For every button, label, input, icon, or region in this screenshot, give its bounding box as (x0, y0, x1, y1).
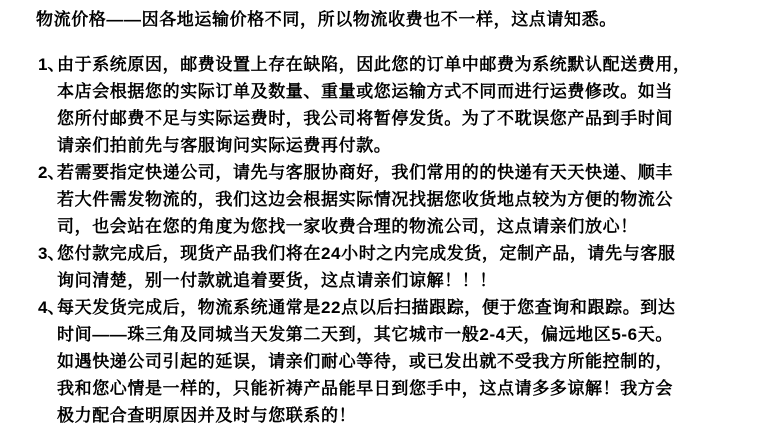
item-line: 极力配合查明原因并及时与您联系的！ (57, 406, 357, 425)
item-line: 如遇快递公司引起的延误，请亲们耐心等待，或已发出就不受我方所能控制的， (57, 352, 673, 371)
item-line: 询问清楚，别一付款就追着要货，这点请亲们谅解！！！ (57, 271, 497, 290)
item-line: 由于系统原因，邮费设置上存在缺陷，因此您的订单中邮费为系统默认配送费用， (57, 55, 691, 74)
item-number: 4、 (38, 298, 65, 317)
item-line: 您付款完成后，现货产品我们将在24小时之内完成发货，定制产品，请先与客服 (57, 244, 676, 263)
notice-title: 物流价格——因各地运输价格不同，所以物流收费也不一样，这点请知悉。 (36, 10, 617, 29)
item-text (57, 51, 760, 159)
notice-item-1 (0, 51, 760, 159)
item-line: 您所付邮费不足与实际运费时，我公司将暂停发货。为了不耽误您产品到手时间 (57, 109, 673, 128)
item-number: 1、 (38, 55, 65, 74)
notice-item-2 (0, 159, 760, 240)
item-text (57, 240, 760, 294)
item-line: 若大件需发物流的，我们这边会根据实际情况找据您收货地点较为方便的物流公 (57, 190, 673, 209)
item-line: 时间——珠三角及同城当天发第二天到，其它城市一般2-4天，偏远地区5-6天。 (57, 325, 673, 344)
item-line: 每天发货完成后，物流系统通常是22点以后扫描跟踪，便于您查询和跟踪。到达 (57, 298, 676, 317)
notice-item-4 (0, 294, 760, 429)
item-line: 司，也会站在您的角度为您找一家收费合理的物流公司，这点请亲们放心！ (57, 217, 638, 236)
item-line: 请亲们拍前先与客服询问实际运费再付款。 (57, 136, 392, 155)
item-number: 2、 (38, 163, 65, 182)
notice-item-3 (0, 240, 760, 294)
item-text (57, 159, 760, 240)
item-text (57, 294, 760, 429)
item-line: 若需要指定快递公司，请先与客服协商好，我们常用的的快递有天天快递、顺丰 (57, 163, 673, 182)
item-number: 3、 (38, 244, 65, 263)
item-line: 我和您心情是一样的，只能祈祷产品能早日到您手中，这点请多多谅解！我方会 (57, 379, 673, 398)
item-line: 本店会根据您的实际订单及数量、重量或您运输方式不同而进行运费修改。如当 (57, 82, 673, 101)
notice-list (0, 51, 760, 429)
